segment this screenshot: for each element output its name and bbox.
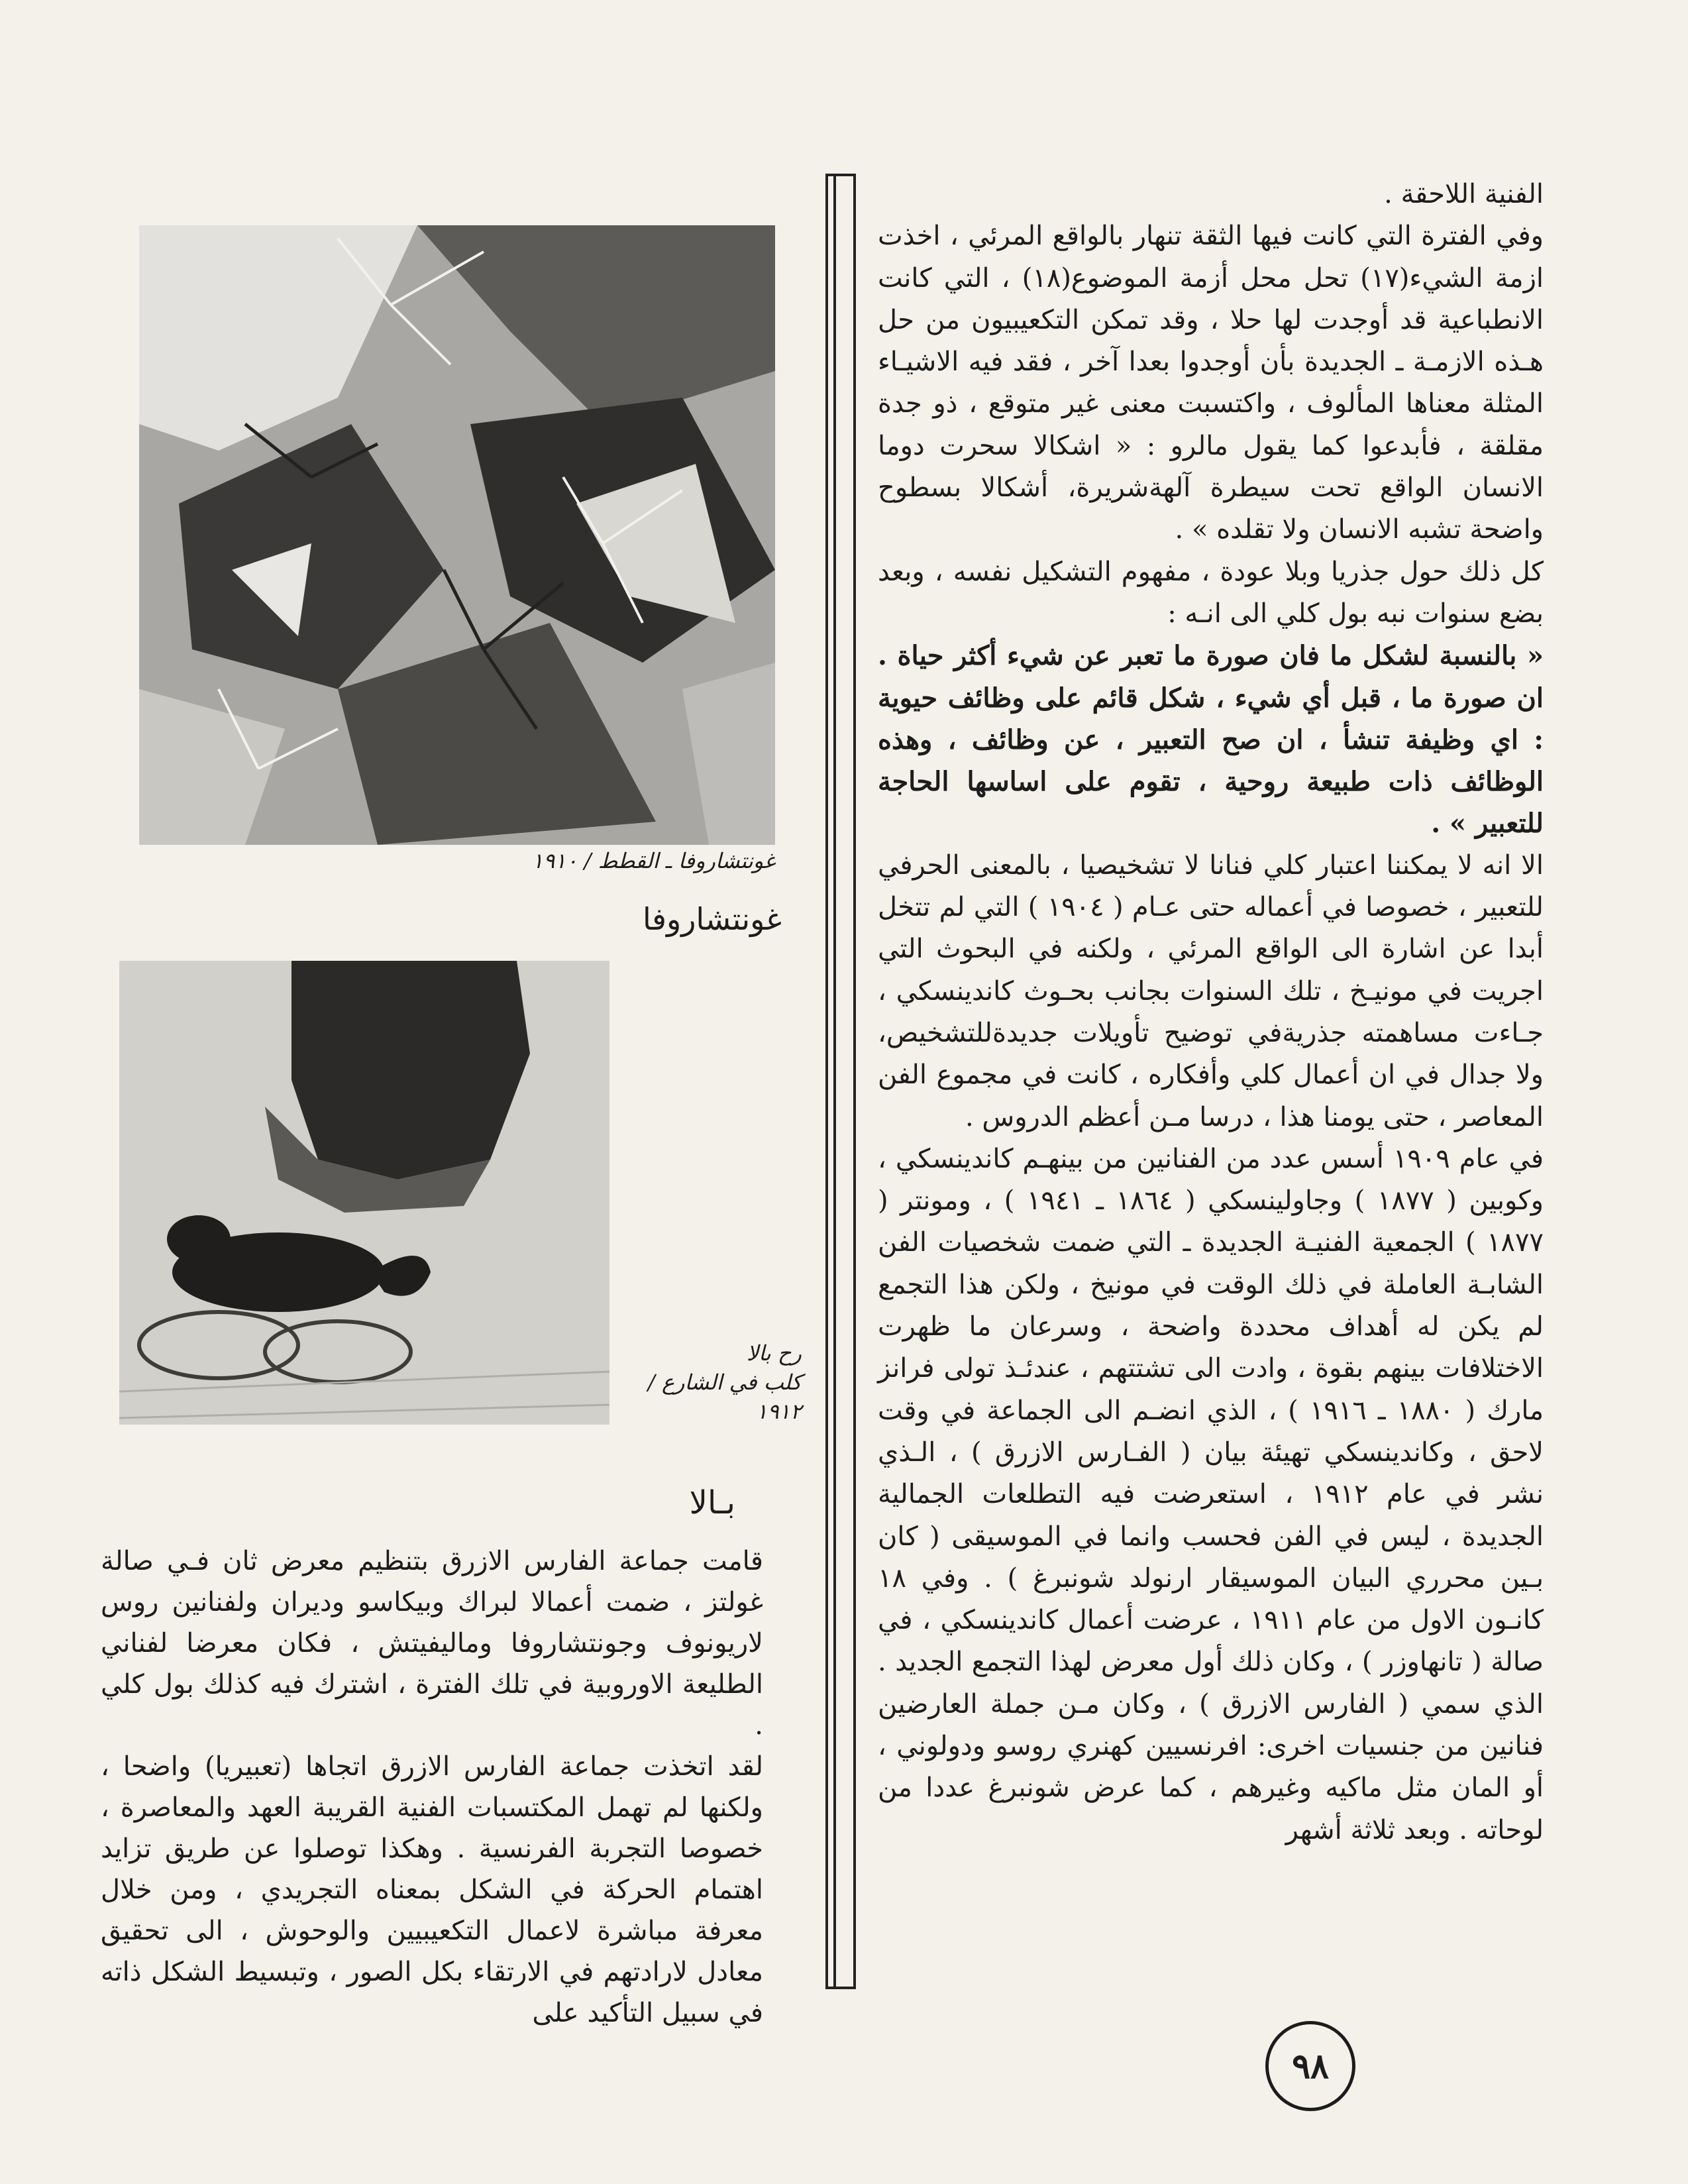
paragraph: الا انه لا يمكننا اعتبار كلي فنانا لا تشخيصيا ، بالمعنى الحرفي للتعبير ، خصوصا في أعماله حتى عـام ( ١٩٠٤ ) التي لم تتخل أبدا عن اشارة الى الواقع المرئي ، ولكنه في البحوث التي اجريت في مونيـخ ، تلك السنوات بجانب بحـوث كاندينسكي ، جـاءت مساهمته جذريةفي توضيح تأويلات جديدةللتشخيص، ولا جدال في ان أعمال كلي وأفكاره ، كانت في مجموع الفن المعاصر ، حتى يومنا هذا ، درسا مـن أعظم الدروس . — [878, 849, 1544, 1132]
artist-name: غونتشاروفا — [643, 901, 782, 937]
paragraph: في عام ١٩٠٩ أسس عدد من الفنانين من بينهـم كاندينسكي ، وكوبين ( ١٨٧٧ ) وجاولينسكي ( ١٨٦٤ ـ ١٩٤١ ) ، ومونتر ( ١٨٧٧ ) الجمعية الفنيـة الجديدة ـ التي ضمت شخصيات الفن الشابـة العاملة في ذلك الوقت في مونيخ ، ولكن هذا التجمع لم يكن له أهداف محددة واضحة ، وسرعان ما ظهرت الاختلافات بينهم بقوة ، وادت الى تشتتهم ، عندئـذ تولى فرانز مارك ( ١٨٨٠ ـ ١٩١٦ ) ، الذي انضـم الى الجماعة في وقت لاحق ، وكاندينسكي تهيئة بيان ( الفـارس الازرق ) ، الـذي نشر في عام ١٩١٢ ، استعرضت فيه التطلعات الجمالية الجديدة ، ليس في الفن فحسب وانما في الموسيقى ( كان بـين محرري البيان الموسيقار ارنولد شونبرغ ) . وفي ١٨ كانـون الاول من عام ١٩١١ ، عرضت أعمال كاندينسكي ، في صالة ( تانهاوزر ) ، وكان ذلك أول معرض لهذا التجمع الجديد . الذي سمي ( الفارس الازرق ) ، وكان مـن جملة العارضين فنانين من جنسيات اخرى: افرنسيين كهنري روسو ودولوني ، أو المان مثل ماكيه وغيرهم ، كما عرض شونبرغ عددا من لوحاته . وبعد ثلاثة أشهر — [878, 1143, 1544, 1845]
paragraph: الفنية اللاحقة . — [1384, 179, 1544, 209]
column-divider — [825, 174, 856, 1989]
image-caption: غونتشاروفا ـ القطط / ١٩١٠ — [531, 848, 775, 873]
left-text-column — [101, 1541, 763, 2034]
right-text-column — [878, 174, 1544, 1992]
page-number: ٩٨ — [1265, 2021, 1355, 2111]
paragraph: وفي الفترة التي كانت فيها الثقة تنهار بالواقع المرئي ، اخذت ازمة الشيء(١٧) تحل محل أزمة الموضوع(١٨) ، التي كانت الانطباعية قد أوجدت لها حلا ، وقد تمكن التكعيبيون من حل هـذه الازمـة ـ الجديدة بأن أوجدوا بعدا آخر ، فقد فيه الاشيـاء المثلة معناها المألوف ، واكتسبت معنى غير متوقع ، ذو جدة مقلقة ، فأبدعوا كما يقول مالرو : « اشكالا سحرت دوما الانسان الواقع تحت سيطرة آلهةشريرة، أشكالا بسطوح واضحة تشبه الانسان ولا تقلده » . — [878, 221, 1544, 545]
caption-line: كلب في الشارع / ١٩١٢ — [648, 1370, 802, 1424]
paragraph: لقد اتخذت جماعة الفارس الازرق اتجاها (تعبيريا) واضحا ، ولكنها لم تهمل المكتسبات الفنية القريبة العهد والمعاصرة ، خصوصا التجربة الفرنسية . وهكذا توصلوا عن طريق تزايد اهتمام الحركة في الشكل بمعناه التجريدي ، ومن خلال معرفة مباشرة لاعمال التكعيبيين والوحوش ، الى تحقيق معادل لارادتهم في الارتقاء بكل الصور ، وتبسيط الشكل ذاته في سبيل التأكيد على — [101, 1751, 763, 2028]
goncharova-artwork-image — [139, 225, 775, 845]
balla-dog-artwork-image — [119, 961, 609, 1425]
image-caption — [616, 1338, 802, 1426]
klee-quote: « بالنسبة لشكل ما فان صورة ما تعبر عن شيء أكثر حياة . ان صورة ما ، قبل أي شيء ، شكل قائم على وظائف حيوية : اي وظيفة تنشأ ، ان صح التعبير ، عن وظائف ، وهذه الوظائف ذات طبيعة روحية ، تقوم على اساسها الحاجة للتعبير » . — [878, 640, 1544, 840]
paragraph: كل ذلك حول جذريا وبلا عودة ، مفهوم التشكيل نفسه ، وبعد بضع سنوات نبه بول كلي الى انـه : — [878, 556, 1544, 629]
caption-line: رح بالا — [746, 1340, 802, 1366]
paragraph: قامت جماعة الفارس الازرق بتنظيم معرض ثان فـي صالة غولتز ، ضمت أعمالا لبراك وبيكاسو وديران ولفنانين روس لاريونوف وجونتشاروفا وماليفيتش ، فكان معرضا لفناني الطليعة الاوروبية في تلك الفترة ، اشترك فيه كذلك بول كلي . — [101, 1546, 763, 1741]
artist-name: بـالا — [689, 1484, 735, 1521]
